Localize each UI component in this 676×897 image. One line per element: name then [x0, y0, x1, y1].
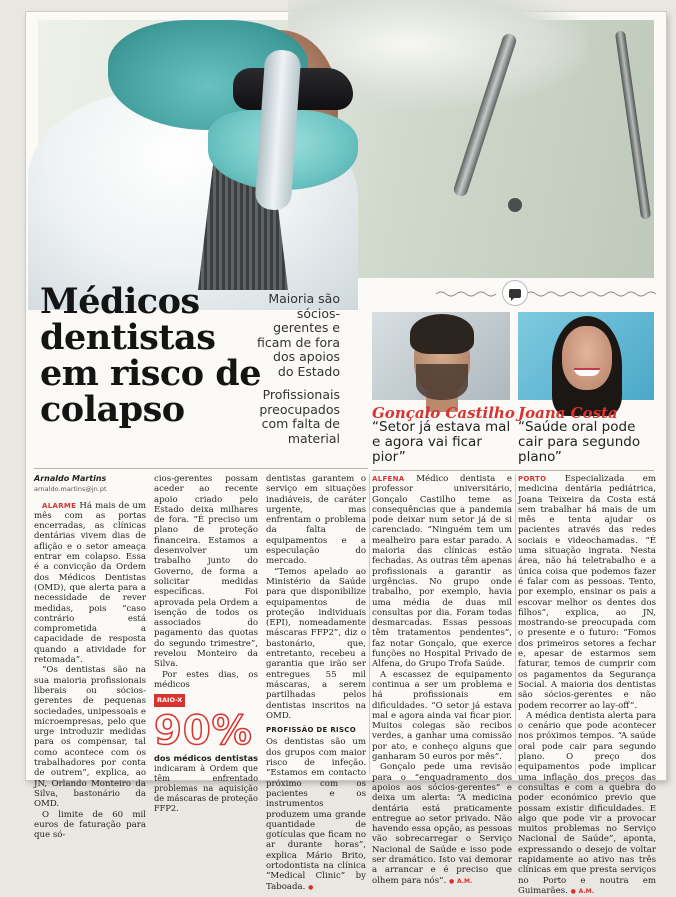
profile-quote-1: “Setor já estava mal e agora vai ficar pior”	[372, 419, 511, 465]
wave-divider	[436, 284, 656, 304]
profile-name-2: Joana Costa	[518, 404, 618, 422]
stat-caption-bold: dos médicos dentistas	[154, 752, 258, 763]
profiles-rule	[372, 470, 654, 471]
column-rule-main	[369, 474, 370, 774]
paragraph: “Temos apelado ao Ministério da Saúde para que disponibilize equipamentos de proteção individuais (EPI), nomeadamente máscaras FFP2”, diz o bastonário, que, entretanto, recebeu a garantia que irão ser entregues 55 mil máscaras, a serem partilhadas pelos dentistas inscritos na OMD.	[266, 566, 366, 721]
signature: A.M.	[578, 887, 594, 895]
byline-author: Arnaldo Martins	[34, 474, 107, 483]
hero-photo-dentist	[38, 20, 654, 278]
paragraph: Há mais de um mês com as portas encerradas, as clínicas dentárias vivem dias de aflição e o setor ameaça entrar em colapso. Essa é a convicção da Ordem dos Médicos Dentistas (OMD), que alerta para a necessidade de rever medidas, pois “caso contrário está comprometida a capacidade de resposta quando a atividade for retomada”.	[34, 500, 147, 666]
article-column-3	[266, 474, 366, 893]
portrait-joana	[518, 312, 654, 400]
paragraph: A médica dentista alerta para o cenário que pode acontecer nos próximos tempos. “A saúde oral pode cair para segundo plano. O preço dos equipamentos pode implicar uma inflação dos preços das consultas e com a quebra do poder económico previo que possam existir dificuldades. E algo que pode vir a provocar muitos problemas no Serviço Nacional de Saúde”, aponta, expressando o desejo de voltar rapidamente ao ativo nas três clínicas em que presta serviços no Porto e noutra em Guimarães. ● A.M.	[518, 710, 656, 896]
paragraph: Os dentistas são um dos grupos com maior risco de infeção. “Estamos em contacto próximo com os pacientes e os instrumentos produzem uma grande quantidade de gotículas que ficam no ar durante horas”, explica Mário Brito, ortodontista na clínica “Medical Clinic” by Taboada. ●	[266, 737, 366, 892]
speech-bubble-icon	[502, 280, 528, 306]
byline-rule	[34, 468, 368, 469]
stat-value: 90%	[154, 707, 253, 754]
lead-word-alarme: ALARME	[42, 501, 77, 510]
article-column-1	[34, 474, 146, 840]
article-column-2	[154, 474, 258, 813]
paragraph: “Os dentistas são na sua maioria profissionais liberais ou sócios-gerentes de pequenas sociedades, unipessoais e microempresas, pelo que urge introduzir medidas para os compensar, tal como acontece com os trabalhadores por conta de outrem”, explica, ao JN, Orlando Monteiro da Silva, bastonário da OMD.	[34, 665, 146, 810]
headline: Médicos dentistas em risco de colapso	[40, 281, 262, 430]
lead-word-alfena: ALFENA	[372, 475, 405, 483]
byline-email: arnaldo.martins@jn.pt	[34, 485, 107, 494]
profile-column-goncalo	[372, 474, 512, 887]
paragraph: cios-gerentes possam aceder ao recente apoio criado pelo Estado deixa milhares de fora. “É preciso um plano de proteção financeira. Estamos a desenvolver um trabalho junto do Governo, de forma a solicitar medidas específicas. Foi aprovada pela Ordem a isenção de todos os associados do pagamento das quotas do segundo trimestre”, revelou Monteiro da Silva.	[154, 474, 258, 670]
paragraph: A escassez de equipamento continua a ser um problema e há profissionais em dificuldades. “O setor já estava mal e agora ainda vai ficar pior. Muitos colegas são recibos verdes, a ganhar uma comissão por ato, e conheço alguns que ganharam 50 euros por mês”.	[372, 669, 512, 763]
paragraph: O limite de 60 mil euros de faturação para que só-	[34, 809, 146, 841]
stat-caption	[154, 753, 258, 813]
instrument-tip	[508, 198, 522, 212]
paragraph: Por estes dias, os médicos	[154, 669, 258, 690]
deck-first: Maioria são sócios-gerentes e ficam de fora dos apoios do Estado	[256, 291, 340, 379]
dental-instrument-2	[615, 30, 651, 220]
paragraph: Médico dentista e professor universitário, Gonçalo Castilho teme as consequências que a pandemia pode deixar num setor já de si carenciado. “Ninguém tem um mealheiro para estar parado. A maioria das clínicas estão fechadas. As outras têm apenas profissionais a garantir as urgências. No grupo onde trabalho, por exemplo, havia uma média de duas mil consultas por dia. Foram todas desmarcadas. Essas pessoas têm tratamentos pendentes”, faz notar Gonçalo, que exerce funções no Hospital Privado de Alfena, do Grupo Trofa Saúde.	[372, 474, 513, 670]
column-rule-profiles	[515, 474, 516, 774]
profile-column-joana	[518, 474, 656, 897]
raio-x-tag: RAIO-X	[154, 694, 185, 706]
paragraph: dentistas garantem o serviço em situações inadiáveis, de caráter urgente, mas enfrentam o problema da falta de equipamentos e a especulação do mercado.	[266, 474, 366, 567]
lead-word-porto: PORTO	[518, 475, 547, 483]
portrait-goncalo	[372, 312, 510, 400]
paragraph: Gonçalo pede uma revisão para o “enquadramento dos apoios aos sócios-gerentes” e deixa um alerta: “A medicina dentária está praticamente entregue ao setor privado. Não havendo essa opção, as pessoas vão sobrecarregar o Serviço Nacional de Saúde e isso pode ser dramático. Isto vai demorar a arrancar e é preciso que olhem para nós”. ● A.M.	[372, 762, 512, 886]
signature: A.M.	[456, 877, 473, 885]
deck-second: Profissionais preocupados com falta de material	[259, 387, 340, 446]
paragraph: Especializada em medicina dentária pediátrica, Joana Teixeira da Costa está sem trabalhar há mais de um mês e tenta ajudar os pacientes através das redes sociais e videochamadas. “É uma situação ingrata. Nesta área, não há teletrabalho e a única coisa que podemos fazer é falar com as pessoas. Tento, por exemplo, ensinar os pais a escovar melhor os dentes dos filhos”, explica, ao JN, mostrando-se preocupada com o presente e o futuro: “Fomos dos primeiros setores a fechar e, apesar de estarmos sem faturar, temos de cumprir com os pagamentos da Segurança Social. A maioria dos dentistas são sócios-gerentes e não podem recorrer ao lay-off”.	[518, 474, 656, 711]
profile-quote-2: “Saúde oral pode cair para segundo plano”	[518, 419, 641, 465]
newspaper-page	[26, 12, 666, 896]
subhead-profissao-de-risco: PROFISSÃO DE RISCO	[266, 726, 356, 735]
stat-caption-rest: indicaram à Ordem que têm enfrentado problemas na aquisição de máscaras de proteção FFP2.	[154, 762, 258, 813]
profile-name-1: Gonçalo Castilho	[372, 404, 515, 422]
